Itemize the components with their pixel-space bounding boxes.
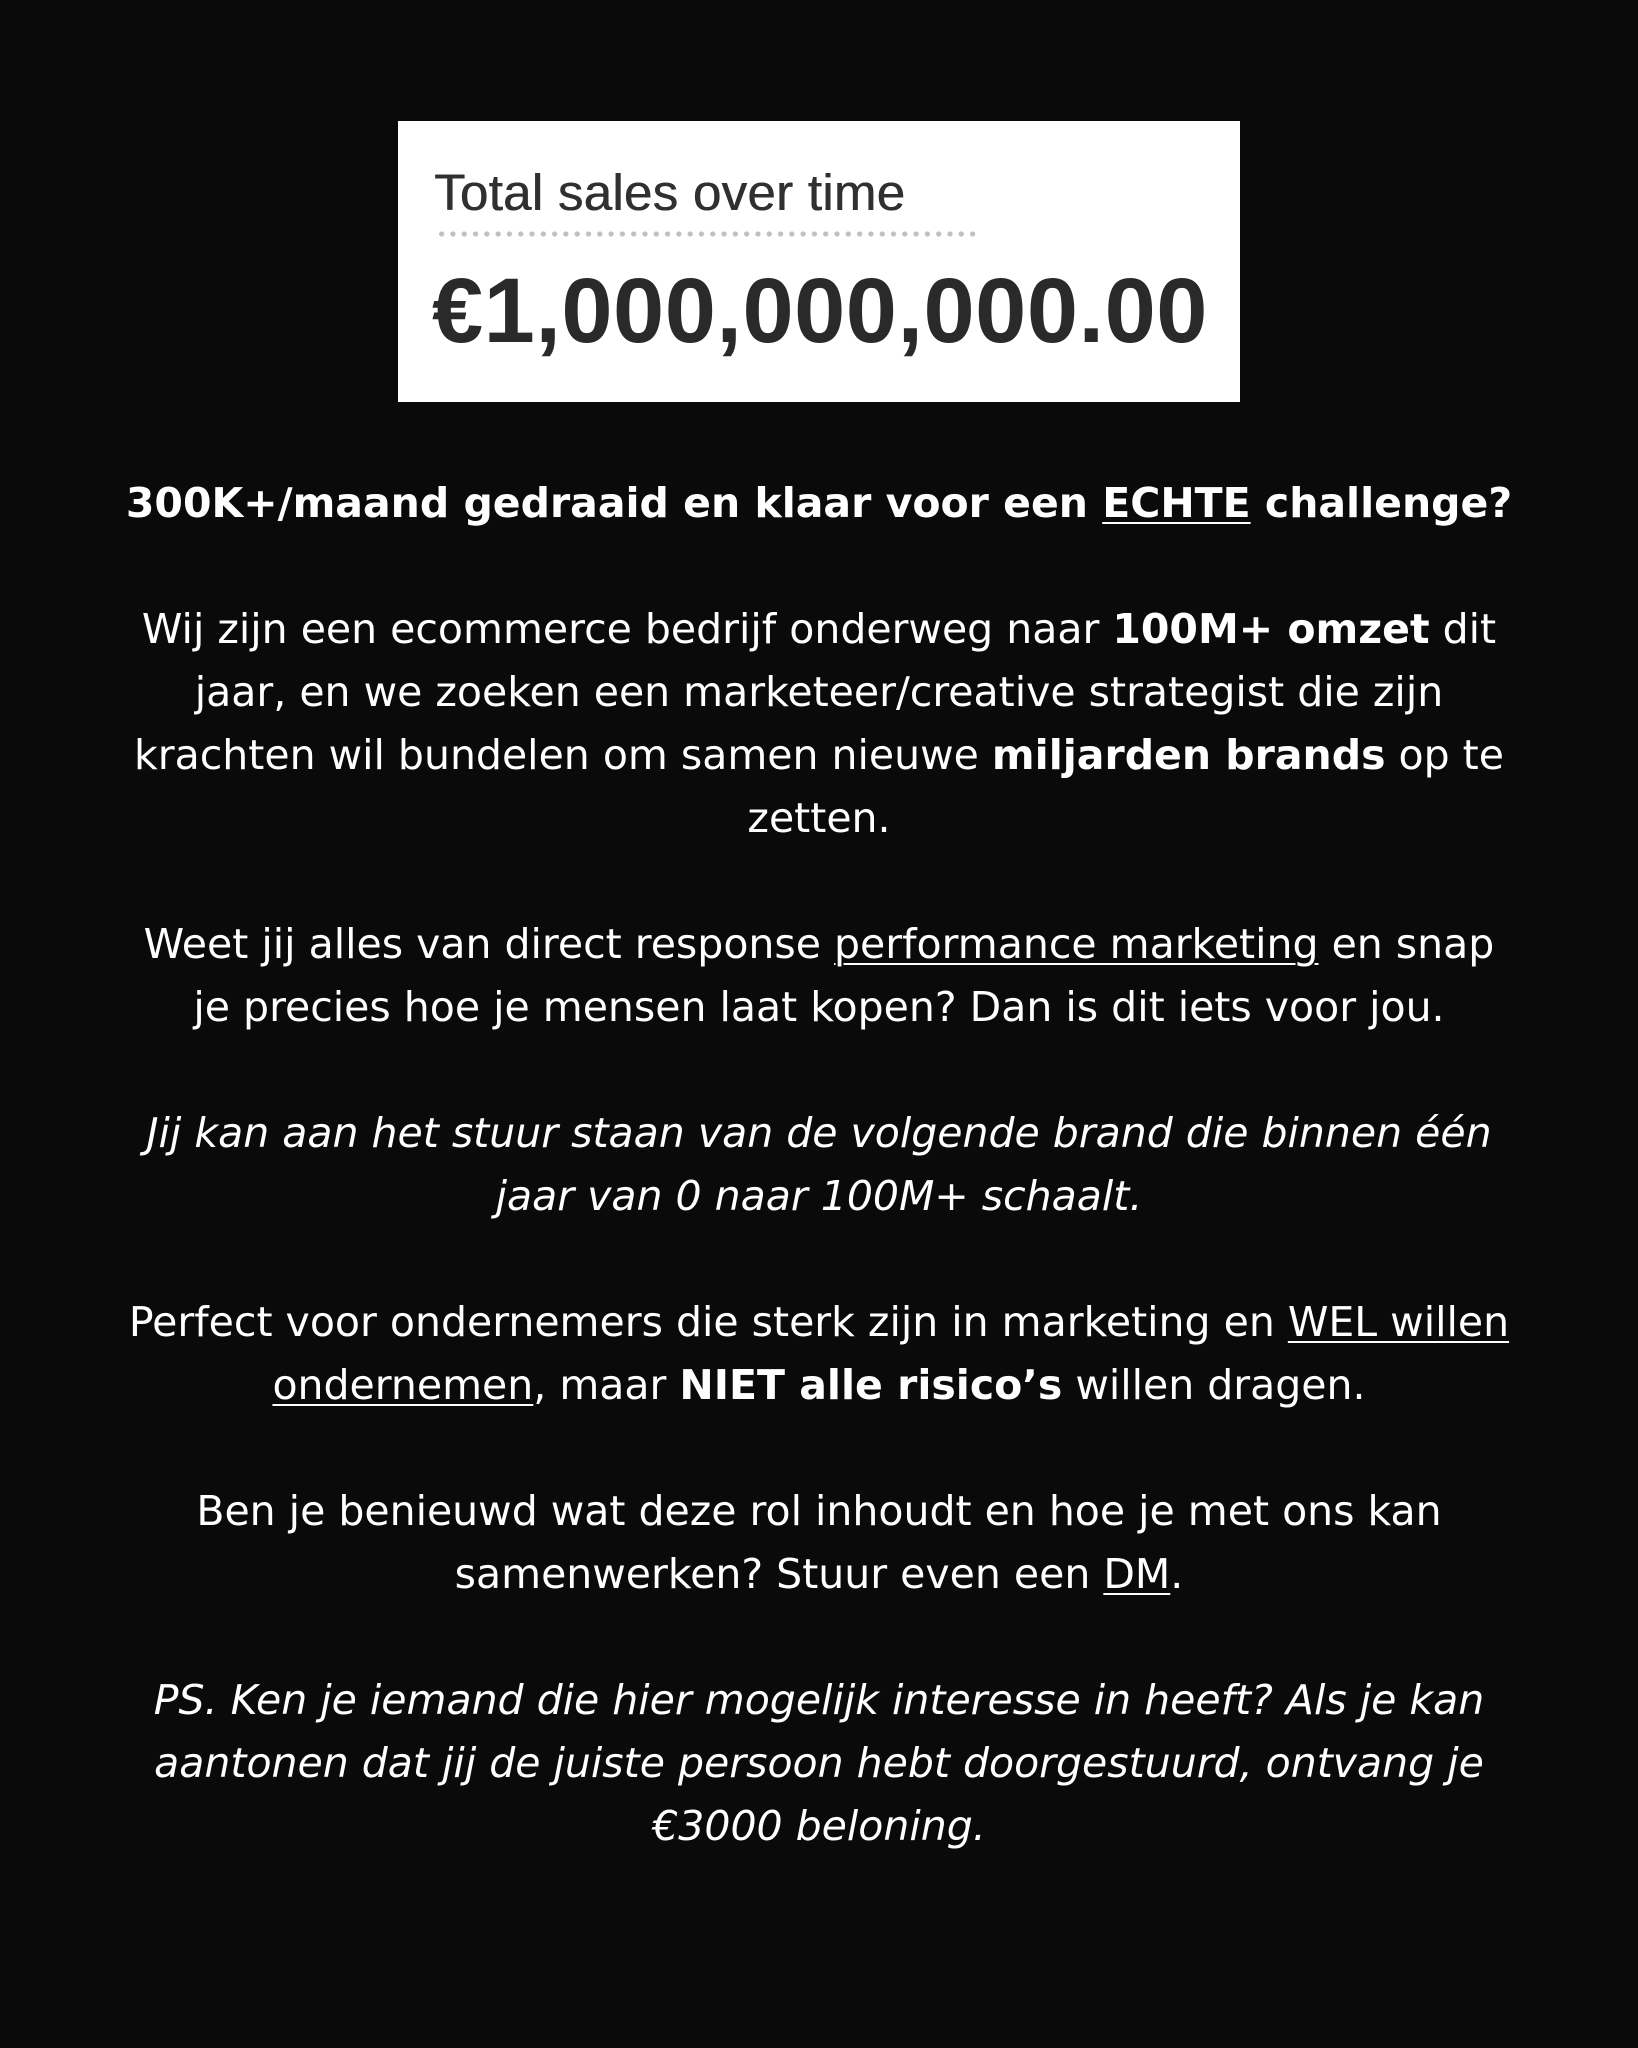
headline-text-2: challenge? <box>1250 479 1513 527</box>
intro-text-2: dit jaar, en we zoeken een marketeer/creative strategist die zijn krachten wil bundelen om samen nieuwe <box>134 605 1497 779</box>
skills-text-1: Weet jij alles van direct response <box>143 920 835 968</box>
post-body <box>120 472 1518 1858</box>
sales-card-amount: €1,000,000,000.00 <box>432 260 1208 362</box>
audience-text-2: , maar <box>533 1361 680 1409</box>
sales-total-card <box>398 121 1240 402</box>
headline <box>120 472 1518 535</box>
audience-text-3: willen dragen. <box>1062 1361 1366 1409</box>
audience-bold-risico: NIET alle risico’s <box>679 1361 1063 1409</box>
ps-paragraph: PS. Ken je iemand die hier mogelijk interesse in heeft? Als je kan aantonen dat jij de juiste persoon hebt doorgestuurd, ontvang je €3000 beloning. <box>153 1676 1485 1850</box>
skills-text-2: en snap je precies hoe je mensen laat kopen? Dan is dit iets voor jou. <box>193 920 1495 1031</box>
cta-paragraph <box>120 1480 1518 1606</box>
headline-text-1: 300K+/maand gedraaid en klaar voor een <box>125 479 1103 527</box>
audience-text-1: Perfect voor ondernemers die sterk zijn in marketing en <box>128 1298 1288 1346</box>
intro-paragraph <box>120 598 1518 850</box>
intro-text-3: op te zetten. <box>747 731 1504 842</box>
headline-echte: ECHTE <box>1102 479 1251 527</box>
cta-dm-link[interactable]: DM <box>1103 1550 1171 1598</box>
intro-bold-brands: miljarden brands <box>991 731 1386 779</box>
dotted-underline <box>436 230 976 238</box>
skills-paragraph <box>120 913 1518 1039</box>
intro-bold-omzet: 100M+ omzet <box>1112 605 1430 653</box>
cta-text-1: Ben je benieuwd wat deze rol inhoudt en hoe je met ons kan samenwerken? Stuur even een <box>196 1487 1442 1598</box>
vision-paragraph: Jij kan aan het stuur staan van de volgende brand die binnen één jaar van 0 naar 100M+ schaalt. <box>146 1109 1492 1220</box>
audience-underline-ondernemen: WEL willen ondernemen <box>272 1298 1510 1409</box>
intro-text-1: Wij zijn een ecommerce bedrijf onderweg naar <box>141 605 1113 653</box>
cta-text-2: . <box>1170 1550 1184 1598</box>
sales-card-label: Total sales over time <box>434 164 906 221</box>
audience-paragraph <box>120 1291 1518 1417</box>
skills-underline-performance: performance marketing <box>834 920 1319 968</box>
